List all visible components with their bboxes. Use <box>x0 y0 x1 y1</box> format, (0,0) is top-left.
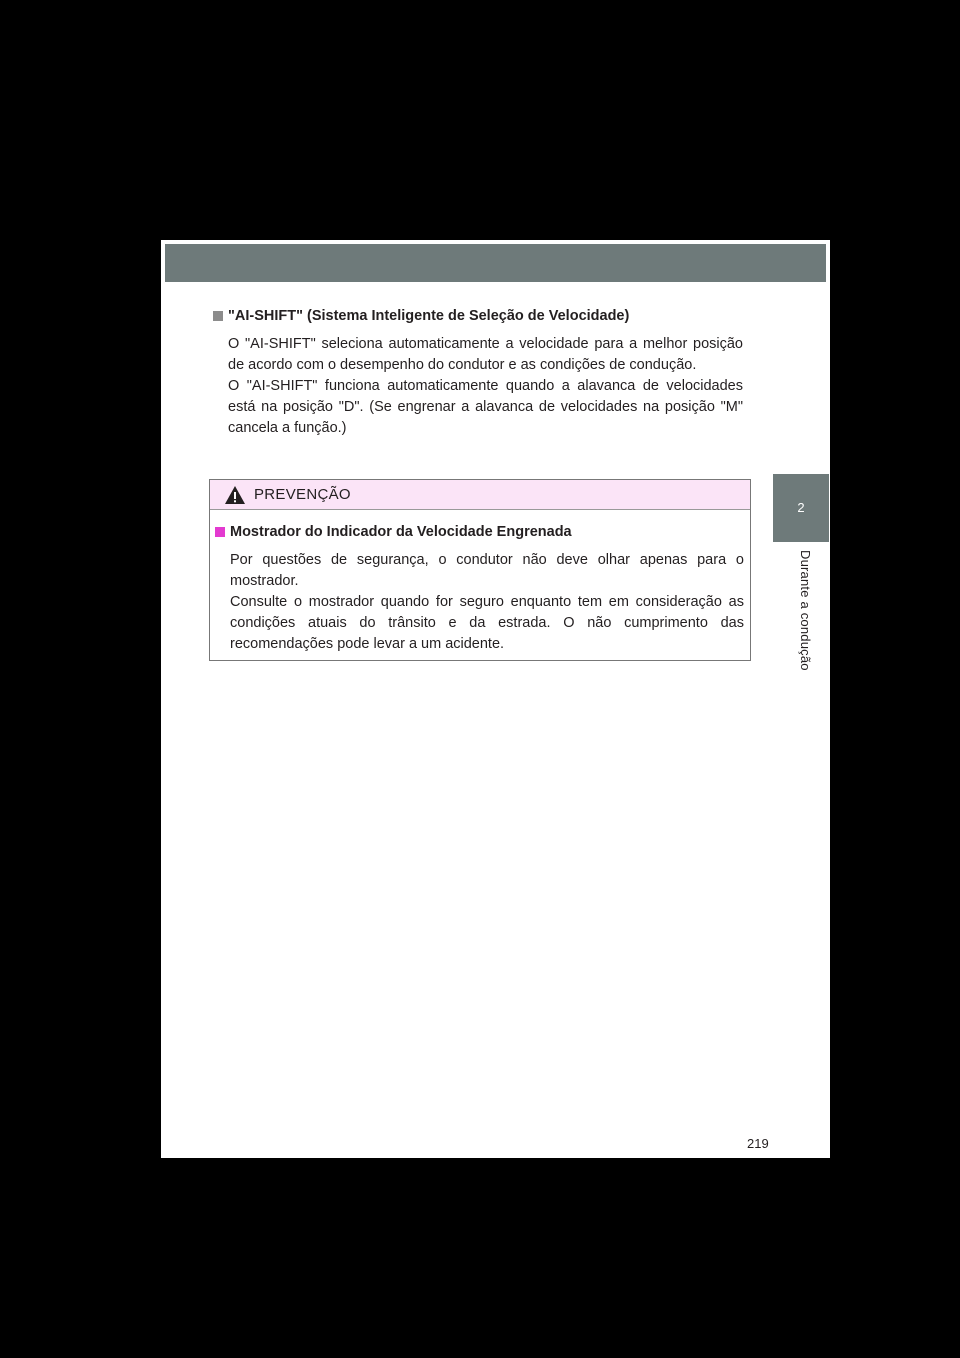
section-body <box>228 334 743 439</box>
section-title <box>213 306 743 326</box>
paragraph: Por questões de segurança, o condutor não deve olhar apenas para o mostrador. <box>230 552 744 589</box>
square-bullet-icon <box>215 527 225 537</box>
chapter-label: Durante a condução <box>798 550 813 671</box>
warning-heading: PREVENÇÃO <box>254 486 351 503</box>
header-band <box>165 244 826 282</box>
section-title-text: "AI-SHIFT" (Sistema Inteligente de Seleção de Velocidade) <box>228 308 630 324</box>
chapter-tab <box>773 474 829 542</box>
ai-shift-section <box>213 306 743 439</box>
warning-triangle-icon <box>224 485 246 505</box>
paragraph: O "AI-SHIFT" seleciona automaticamente a velocidade para a melhor posição de acordo com o desempenho do condutor e as condições de condução. <box>228 336 743 373</box>
square-bullet-icon <box>213 311 223 321</box>
chapter-number: 2 <box>797 500 805 515</box>
page-number: 219 <box>747 1136 769 1151</box>
warning-title <box>215 522 744 542</box>
paragraph: Consulte o mostrador quando for seguro enquanto tem em consideração as condições atuais do trânsito e da estrada. O não cumprimento das recomendações pode levar a um acidente. <box>230 594 744 652</box>
warning-body <box>230 550 744 655</box>
warning-title-text: Mostrador do Indicador da Velocidade Engrenada <box>230 524 572 540</box>
warning-box <box>209 479 751 661</box>
warning-header <box>210 480 750 510</box>
paragraph: O "AI-SHIFT" funciona automaticamente quando a alavanca de velocidades está na posição "D". (Se engrenar a alavanca de velocidades na posição "M" cancela a função.) <box>228 378 743 436</box>
warning-content <box>210 510 750 655</box>
manual-page <box>161 240 830 1158</box>
